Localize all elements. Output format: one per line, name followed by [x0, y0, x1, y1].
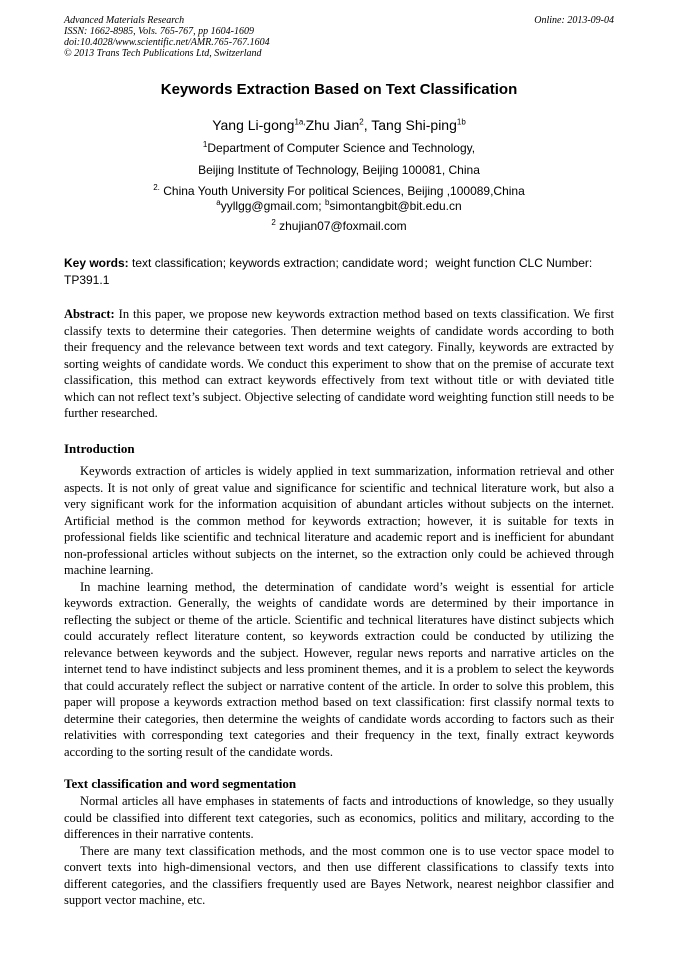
abstract-block: [64, 306, 614, 422]
introduction-body: [64, 463, 614, 760]
email-a-sup: a: [216, 198, 221, 207]
text-classification-paragraph-2: There are many text classification methods, and the most common one is to use vector space model to convert texts into high-dimensional vectors, and then use different classifications to classify texts into different categories, and the classifiers frequently used are Bayes Network, nearest neighbor classifier and support vector machine, etc.: [64, 843, 614, 907]
text-classification-body: [64, 793, 614, 909]
keywords-text: text classification; keywords extraction; candidate word；weight function CLC Number: TP391.1: [64, 256, 593, 287]
email-2-line: [0, 219, 678, 233]
abstract-text: In this paper, we propose new keywords extraction method based on texts classification. We first classify texts to determine their categories. Then determine weights of candidate words according to both their frequency and the relevance between text words and text category. Finally, keywords are extracted by sorting weights of candidate words. We conduct this experiment to show that on the premise of accurate text classification, this method can extract keywords effectively from text without title or with deviated title which can not reflect text’s subject. Objective selecting of candidate word weighting function still needs to be further researched.: [64, 307, 614, 420]
email-2[interactable]: zhujian07@foxmail.com: [279, 219, 407, 233]
affiliation-1-line1: [0, 141, 678, 155]
online-date: Online: 2013-09-04: [534, 15, 614, 26]
author-1: Yang Li-gong: [212, 117, 295, 133]
author-separator: ,: [363, 117, 372, 133]
affiliation-2-sup: 2.: [153, 183, 160, 192]
author-line: [0, 117, 678, 133]
author-3-sup: 1b: [456, 117, 466, 127]
journal-name: Advanced Materials Research: [64, 15, 185, 26]
affiliation-2-text: China Youth University For political Sciences, Beijing ,100089,China: [163, 184, 525, 198]
author-2: Zhu Jian: [305, 117, 360, 133]
author-1-sup: 1a,: [294, 117, 306, 127]
journal-header: [64, 15, 270, 59]
affiliation-1-line2: Beijing Institute of Technology, Beijing 100081, China: [198, 163, 480, 177]
email-b[interactable]: simontangbit@bit.edu.cn: [329, 199, 462, 213]
paper-title: Keywords Extraction Based on Text Classification: [160, 81, 518, 98]
affiliation-2: [0, 184, 678, 198]
introduction-paragraph-2: In machine learning method, the determination of candidate word’s weight is essential for article keywords extraction. Generally, the weights of candidate words are determined by their importance in reflecting the subject or theme of the article. Scientific and technical literatures have distinct subjects which could accurately reflect literature content, so keywords extraction could be conducted by utilizing the relevance between keywords and the subject. However, regular news reports and narrative articles on the internet tend to have indistinct subjects and less prominent themes, and it is a problem to select the keywords that could accurately reflect the subject or narrative content of the article. In order to solve this problem, this paper will propose a keywords extraction method based on text classification: first classify normal texts to determine their categories, then determine the weights of candidate words according to factors such as their relativities with corresponding text categories and their frequency in the text, finally extract keywords according to the sorting result of the candidate words.: [64, 579, 614, 759]
issn-line: ISSN: 1662-8985, Vols. 765-767, pp 1604-1609: [64, 26, 254, 37]
introduction-heading: Introduction: [64, 441, 135, 456]
email-a[interactable]: yyllgg@gmail.com;: [220, 199, 325, 213]
affiliation-1-sup: 1: [202, 140, 208, 149]
email-b-sup: b: [324, 198, 330, 207]
affiliation-1-dept: Department of Computer Science and Technology,: [207, 141, 476, 155]
keywords-label: Key words:: [64, 256, 129, 270]
copyright-line: © 2013 Trans Tech Publications Ltd, Switzerland: [64, 48, 262, 59]
text-classification-paragraph-1: Normal articles all have emphases in statements of facts and introductions of knowledge, so they usually could be classified into different text categories, such as economics, politics and military, according to the differences in their narrative contents.: [64, 794, 614, 841]
doi-line: doi:10.4028/www.scientific.net/AMR.765-767.1604: [64, 37, 270, 48]
email-line: [0, 199, 678, 213]
author-3: Tang Shi-ping: [371, 117, 457, 133]
abstract-label: Abstract:: [64, 307, 115, 321]
author-2-sup: 2: [359, 117, 364, 127]
email-2-sup: 2: [271, 218, 276, 227]
text-classification-heading: Text classification and word segmentation: [64, 776, 297, 791]
keywords-block: [64, 255, 614, 289]
introduction-paragraph-1: Keywords extraction of articles is widely applied in text summarization, information retrieval and other aspects. It is not only of great value and significance for scientific and technical literature work, but also a very significant work for the information acquisition of abundant articles without subjects on the internet. Artificial method is the common method for keywords extraction; however, it is suitable for texts in professional fields like scientific and technical literature and academic report and is inefficient for abundant non-professional articles without subjects on the internet, so the extraction only could be achieved through machine learning.: [64, 464, 614, 577]
